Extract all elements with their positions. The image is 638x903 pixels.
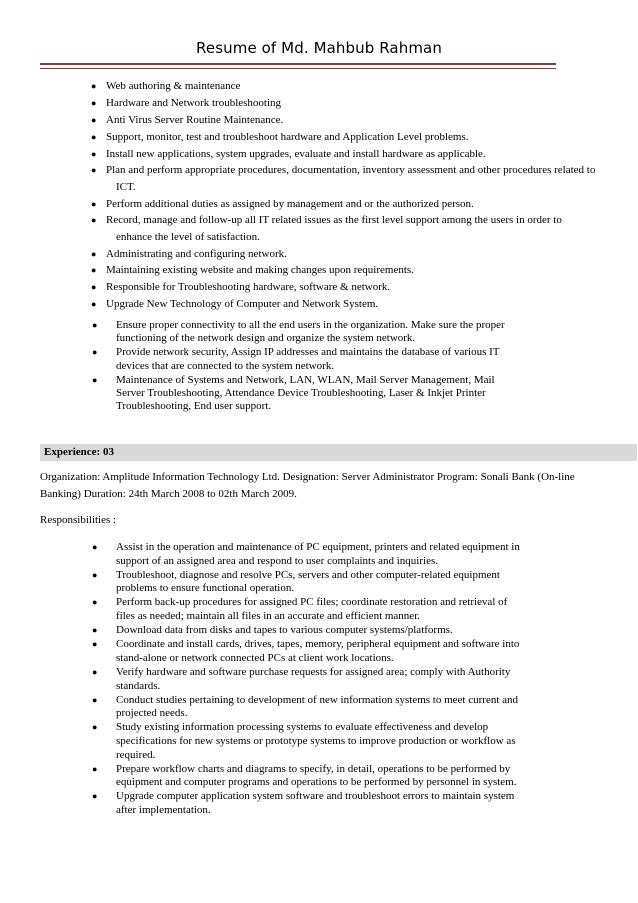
bullet-icon: ● bbox=[91, 97, 97, 108]
responsibilities-label: Responsibilities : bbox=[40, 514, 117, 526]
bullet-icon: ● bbox=[92, 791, 98, 802]
list-item bbox=[79, 296, 638, 312]
list-item bbox=[79, 95, 638, 111]
list-item-line: required. bbox=[116, 748, 156, 761]
bullet-icon: ● bbox=[92, 639, 98, 650]
list-item-text: Perform additional duties as assigned by management and or the authorized person. bbox=[106, 197, 474, 210]
list-item bbox=[79, 246, 638, 262]
bullet-icon: ● bbox=[92, 374, 98, 385]
list-item bbox=[79, 596, 569, 623]
list-item-line: problems to ensure functional operation. bbox=[116, 582, 295, 595]
organization-details bbox=[40, 469, 638, 503]
list-item-text: Support, monitor, test and troubleshoot hardware and Application Level problems. bbox=[106, 130, 469, 143]
bullet-icon: ● bbox=[91, 198, 97, 209]
bullet-icon: ● bbox=[92, 666, 98, 677]
list-item-text: Web authoring & maintenance bbox=[106, 80, 241, 92]
list-item-line: Conduct studies pertaining to development of new information systems to meet current and bbox=[116, 693, 519, 706]
bullet-icon: ● bbox=[91, 248, 97, 259]
title-rule bbox=[40, 63, 556, 69]
list-item-line: Server Troubleshooting, Attendance Device Troubleshooting, Laser & Inkjet Printer bbox=[116, 387, 486, 400]
list-item bbox=[79, 78, 638, 94]
bullet-icon: ● bbox=[92, 763, 98, 774]
list-item-line: Verify hardware and software purchase requests for assigned area; comply with Authority bbox=[116, 665, 511, 678]
bullet-icon: ● bbox=[92, 694, 98, 705]
list-item bbox=[79, 112, 638, 128]
list-item-text: Maintaining existing website and making changes upon requirements. bbox=[106, 264, 414, 277]
list-item bbox=[79, 666, 569, 693]
list-item-line: standards. bbox=[116, 679, 161, 692]
bullet-icon: ● bbox=[92, 722, 98, 733]
list-item bbox=[79, 624, 569, 638]
bullet-icon: ● bbox=[92, 347, 98, 358]
list-item-text: Responsible for Troubleshooting hardware, software & network. bbox=[106, 281, 391, 294]
list-item-line: Troubleshooting, End user support. bbox=[116, 400, 272, 413]
list-item-line: Prepare workflow charts and diagrams to specify, in detail, operations to be performed by bbox=[116, 762, 511, 775]
organization-line: Banking) Duration: 24th March 2008 to 02th March 2009. bbox=[40, 488, 297, 500]
list-item-line: devices that are connected to the system network. bbox=[116, 359, 335, 372]
list-item bbox=[79, 374, 559, 414]
bullet-icon: ● bbox=[92, 625, 98, 636]
bullet-icon: ● bbox=[92, 569, 98, 580]
skills-list bbox=[79, 78, 638, 313]
list-item bbox=[79, 262, 638, 278]
list-item bbox=[79, 319, 559, 346]
list-item-line: Download data from disks and tapes to various computer systems/platforms. bbox=[116, 624, 453, 637]
list-item bbox=[79, 694, 569, 721]
list-item-continuation: enhance the level of satisfaction. bbox=[116, 230, 260, 243]
bullet-icon: ● bbox=[91, 81, 97, 91]
bullet-icon: ● bbox=[91, 131, 97, 142]
list-item-line: Upgrade computer application system software and troubleshoot errors to maintain system bbox=[116, 790, 515, 803]
bullet-icon: ● bbox=[92, 597, 98, 608]
bullet-icon: ● bbox=[92, 542, 98, 552]
bullet-icon: ● bbox=[91, 265, 97, 276]
list-item-line: Coordinate and install cards, drives, tapes, memory, peripheral equipment and software into bbox=[116, 638, 520, 651]
experience-heading: Experience: 03 bbox=[40, 444, 637, 461]
list-item bbox=[79, 569, 569, 596]
list-item-line: equipment and computer programs and operations to be performed by personnel in system. bbox=[116, 776, 517, 789]
list-item bbox=[79, 541, 569, 568]
list-item-line: Provide network security, Assign IP addresses and maintains the database of various IT bbox=[116, 346, 500, 359]
list-item-line: Troubleshoot, diagnose and resolve PCs, servers and other computer-related equipment bbox=[116, 568, 500, 581]
list-item-text: Upgrade New Technology of Computer and Network System. bbox=[106, 298, 379, 311]
list-item bbox=[79, 212, 638, 244]
bullet-icon: ● bbox=[91, 148, 97, 159]
list-item-line: Assist in the operation and maintenance of PC equipment, printers and related equipment in bbox=[116, 541, 520, 553]
list-item-line: specifications for new systems or prototype systems to improve production or workflow as bbox=[116, 734, 516, 747]
bullet-icon: ● bbox=[91, 299, 97, 310]
list-item-text: Anti Virus Server Routine Maintenance. bbox=[106, 113, 284, 126]
bullet-icon: ● bbox=[91, 282, 97, 293]
list-item bbox=[79, 162, 638, 194]
list-item-text: Administrating and configuring network. bbox=[106, 247, 287, 260]
list-item-line: files as needed; maintain all files in an accurate and efficient manner. bbox=[116, 610, 420, 623]
list-item-line: functioning of the network design and organize the system network. bbox=[116, 332, 416, 345]
list-item-text: Record, manage and follow-up all IT related issues as the first level support among the users in order to bbox=[106, 214, 562, 227]
bullet-icon: ● bbox=[92, 320, 98, 330]
list-item bbox=[79, 129, 638, 145]
list-item bbox=[79, 721, 569, 762]
responsibilities-list bbox=[79, 541, 569, 818]
list-item bbox=[79, 146, 638, 162]
list-item bbox=[79, 763, 569, 790]
list-item-line: Perform back-up procedures for assigned PC files; coordinate restoration and retrieval of bbox=[116, 596, 508, 609]
organization-line: Organization: Amplitude Information Technology Ltd. Designation: Server Administrator Program: Sonali Bank (On-line bbox=[40, 471, 575, 483]
list-item-line: Maintenance of Systems and Network, LAN, WLAN, Mail Server Management, Mail bbox=[116, 373, 495, 386]
list-item-line: support of an assigned area and respond to user complaints and inquiries. bbox=[116, 554, 438, 567]
list-item-line: Study existing information processing systems to evaluate effectiveness and develop bbox=[116, 721, 489, 734]
list-item bbox=[79, 638, 569, 665]
list-item-line: stand-alone or network connected PCs at client work locations. bbox=[116, 651, 394, 664]
list-item bbox=[79, 346, 559, 373]
list-item-line: after implementation. bbox=[116, 804, 211, 817]
list-item-line: Ensure proper connectivity to all the end users in the organization. Make sure the proper bbox=[116, 319, 505, 331]
list-item-text: Plan and perform appropriate procedures, documentation, inventory assessment and other procedures related to bbox=[106, 164, 596, 177]
list-item-text: Hardware and Network troubleshooting bbox=[106, 96, 282, 109]
page-title: Resume of Md. Mahbub Rahman bbox=[196, 39, 442, 57]
network-duties-list bbox=[79, 319, 559, 414]
bullet-icon: ● bbox=[91, 114, 97, 125]
list-item bbox=[79, 279, 638, 295]
list-item bbox=[79, 196, 638, 212]
list-item-text: Install new applications, system upgrades, evaluate and install hardware as applicable. bbox=[106, 147, 486, 160]
list-item-line: projected needs. bbox=[116, 707, 188, 720]
bullet-icon: ● bbox=[91, 215, 97, 226]
list-item-continuation: ICT. bbox=[116, 180, 136, 193]
bullet-icon: ● bbox=[91, 165, 97, 176]
list-item bbox=[79, 790, 569, 817]
